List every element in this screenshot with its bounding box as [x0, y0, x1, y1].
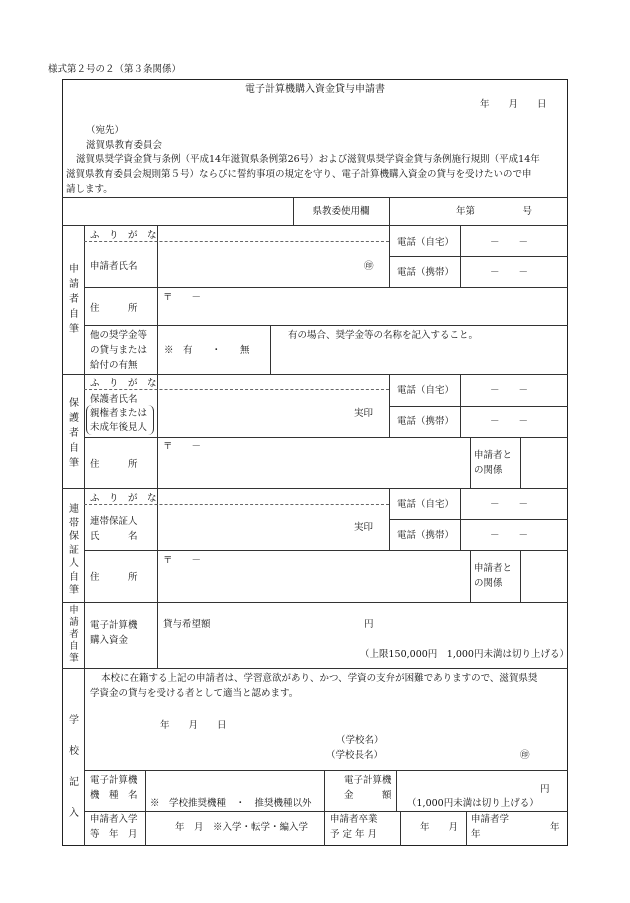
funds-note: （上限150,000円 1,000円未満は切り上げる） — [360, 649, 569, 660]
guarantor-name-label-1: 連帯保証人 — [90, 516, 138, 527]
school-amount-label-1: 電子計算機 — [344, 775, 392, 786]
guarantor-postal-field[interactable]: 〒 － — [163, 555, 202, 566]
guardian-phone-mobile-field[interactable]: － － — [490, 416, 529, 427]
guardian-sub-1: 親権者または — [90, 408, 148, 419]
applicant-other-label-3: 給付の有無 — [90, 360, 138, 371]
school-model-label-1: 電子計算機 — [90, 775, 138, 786]
applicant-postal-field[interactable]: 〒 － — [163, 292, 202, 303]
guarantor-furigana-label: ふ り が な — [90, 493, 157, 504]
guardian-name-label: 保護者氏名 — [90, 394, 138, 405]
guarantor-phone-mobile-label: 電話（携帯） — [397, 530, 455, 541]
addressee: 滋賀県教育委員会 — [86, 140, 163, 151]
applicant-address-label: 住 所 — [90, 303, 138, 314]
applicant-phone-home-label: 電話（自宅） — [397, 237, 455, 248]
applicant-other-note: 有の場合、奨学金等の名称を記入すること。 — [288, 330, 479, 341]
school-entry-label-2: 等 年 月 — [90, 829, 138, 840]
guarantor-relation-label-1: 申請者と — [474, 563, 513, 574]
funds-label-2: 購入資金 — [90, 635, 129, 646]
funds-desired-label: 貸与希望額 — [163, 619, 211, 630]
school-certification-line-1: 本校に在籍する上記の申請者は、学習意欲があり、かつ、学資の支弁が困難でありますので、滋賀県奨 — [101, 673, 538, 684]
applicant-furigana-label: ふ り が な — [90, 230, 157, 241]
date-line[interactable]: 年 月 日 — [480, 99, 547, 110]
school-name-label: （学校名） — [336, 735, 384, 746]
funds-side-label: 申請者自筆 — [69, 605, 79, 664]
form-number: 様式第２号の２（第３条関係） — [48, 64, 182, 75]
applicant-side-label: 申請者自筆 — [69, 264, 79, 335]
school-entry-field[interactable]: 年 月 ※入学・転学・編入学 — [175, 822, 309, 833]
applicant-seal: ㊞ — [364, 261, 374, 272]
school-amount-note: （1,000円未満は切り上げる） — [407, 798, 539, 809]
applicant-name-label: 申請者氏名 — [90, 261, 138, 272]
guardian-postal-field[interactable]: 〒 － — [163, 441, 202, 452]
guarantor-name-label-2: 氏 名 — [90, 531, 138, 542]
guardian-name-field[interactable] — [158, 390, 388, 436]
funds-label-1: 電子計算機 — [90, 620, 138, 631]
school-grade-label-2: 年 — [471, 829, 481, 840]
guarantor-seal: 実印 — [354, 522, 374, 533]
guardian-relation-label-2: の関係 — [474, 465, 503, 476]
guarantor-phone-home-field[interactable]: － － — [490, 499, 529, 510]
office-use-value: 年第 号 — [456, 206, 533, 217]
school-principal-label: （学校長名） — [326, 750, 384, 761]
guardian-phone-mobile-label: 電話（携帯） — [397, 416, 455, 427]
school-amount-label-2: 金 額 — [344, 790, 392, 801]
statement-line-2: 滋賀県教育委員会規則第５号）ならびに誓約事項の規定を守り、電子計算機購入資金の貸与を受けたいので申 — [66, 169, 532, 180]
school-model-label-2: 機 種 名 — [90, 790, 138, 801]
applicant-other-choice[interactable]: ※ 有 ・ 無 — [164, 345, 250, 356]
applicant-other-label-1: 他の奨学金等 — [90, 330, 148, 341]
guardian-address-label: 住 所 — [90, 459, 138, 470]
guarantor-phone-home-label: 電話（自宅） — [397, 499, 455, 510]
addressee-label: （宛先） — [86, 125, 125, 136]
guardian-phone-home-label: 電話（自宅） — [397, 385, 455, 396]
funds-desired-amount-field[interactable] — [230, 614, 360, 634]
school-graduation-label-2: 予 定 年 月 — [330, 829, 378, 840]
applicant-phone-mobile-label: 電話（携帯） — [397, 267, 455, 278]
school-side-label: 学校記入 — [69, 715, 79, 819]
form-title: 電子計算機購入資金貸与申請書 — [245, 84, 385, 95]
guardian-furigana-label: ふ り が な — [90, 378, 157, 389]
guardian-sub-2: 未成年後見人 — [90, 422, 148, 433]
applicant-phone-home-field[interactable]: － － — [490, 237, 529, 248]
guarantor-address-label: 住 所 — [90, 572, 138, 583]
school-graduation-field[interactable]: 年 月 — [420, 822, 459, 833]
school-principal-seal: ㊞ — [520, 750, 530, 761]
guardian-side-label: 保護者自筆 — [69, 398, 79, 469]
school-entry-label-1: 申請者入学 — [90, 814, 138, 825]
applicant-name-field[interactable] — [158, 242, 388, 286]
office-use-label: 県教委使用欄 — [312, 206, 370, 217]
guarantor-relation-label-2: の関係 — [474, 578, 503, 589]
applicant-other-label-2: の貸与または — [90, 345, 148, 356]
school-grade-field[interactable]: 年 — [550, 822, 560, 833]
funds-yen: 円 — [364, 619, 374, 630]
guardian-seal: 実印 — [354, 408, 374, 419]
guardian-relation-label-1: 申請者と — [474, 450, 513, 461]
school-model-choice[interactable]: ※ 学校推奨機種 ・ 推奨機種以外 — [150, 798, 312, 809]
guarantor-name-field[interactable] — [158, 505, 388, 550]
statement-line-3: 請します。 — [66, 184, 113, 195]
guarantor-phone-mobile-field[interactable]: － － — [490, 530, 529, 541]
school-date[interactable]: 年 月 日 — [160, 720, 227, 731]
applicant-phone-mobile-field[interactable]: － － — [490, 267, 529, 278]
statement-line-1: 滋賀県奨学資金貸与条例（平成14年滋賀県条例第26号）および滋賀県奨学資金貸与条例施行規則（平成14年 — [76, 154, 540, 165]
school-amount-yen: 円 — [540, 784, 550, 795]
school-certification-line-2: 学資金の貸与を受ける者として適当と認めます。 — [90, 688, 299, 699]
school-grade-label-1: 申請者学 — [471, 814, 510, 825]
school-graduation-label-1: 申請者卒業 — [330, 814, 378, 825]
guardian-phone-home-field[interactable]: － － — [490, 385, 529, 396]
guarantor-side-label: 連帯保証人自筆 — [69, 504, 79, 596]
